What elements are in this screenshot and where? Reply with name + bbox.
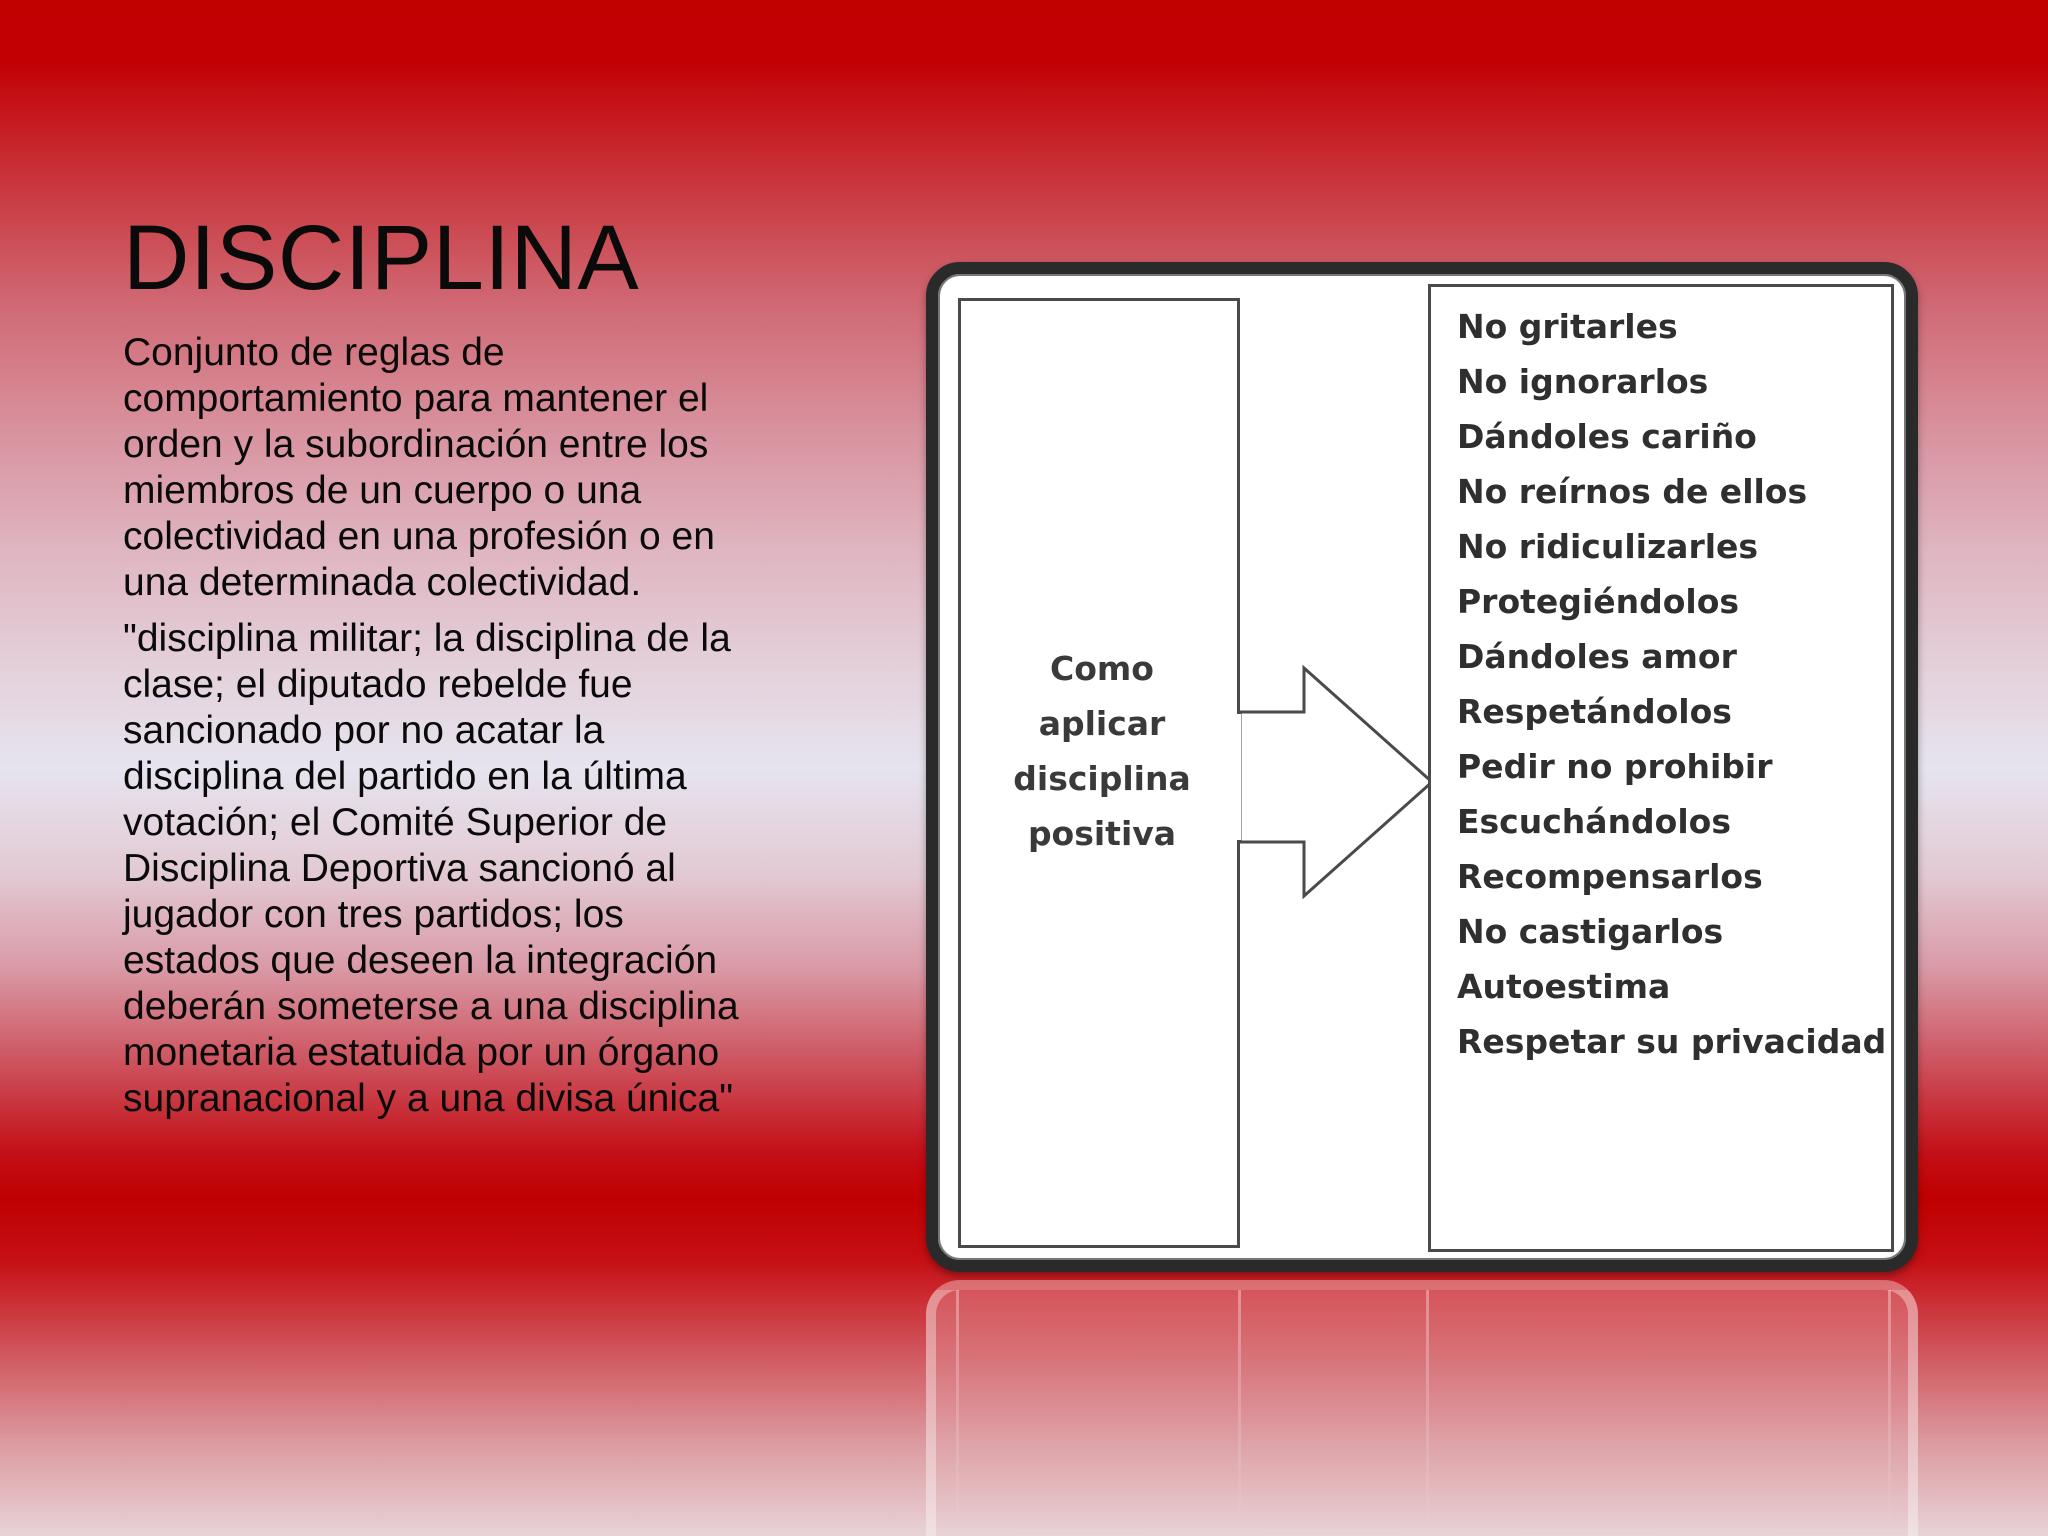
list-item: Escuchándolos	[1457, 802, 1731, 841]
diagram-reflection	[926, 1280, 1918, 1536]
diagram-item-list	[1431, 287, 1891, 1069]
list-item: Recompensarlos	[1457, 857, 1763, 896]
list-item: Dándoles amor	[1457, 637, 1737, 676]
reflection-line	[1888, 1290, 1891, 1536]
list-item: No reírnos de ellos	[1457, 472, 1808, 511]
reflection-line	[956, 1290, 959, 1536]
list-item: Pedir no prohibir	[1457, 747, 1773, 786]
slide-title: DISCIPLINA	[123, 207, 640, 309]
reflection-line	[1238, 1290, 1241, 1536]
list-item: No ignorarlos	[1457, 362, 1709, 401]
list-item: Autoestima	[1457, 967, 1671, 1006]
reflection-line	[1426, 1290, 1429, 1536]
left-label-line: positiva	[1027, 814, 1177, 853]
left-label-line: aplicar	[1038, 704, 1166, 743]
list-item: Respetar su privacidad	[1457, 1022, 1887, 1061]
diagram-frame	[926, 262, 1918, 1272]
list-item: Respetándolos	[1457, 692, 1732, 731]
reflection-frame	[926, 1280, 1918, 1536]
left-label-line: Como	[1050, 649, 1154, 688]
examples-paragraph: "disciplina militar; la disciplina de la clase; el diputado rebelde fue sancionado por no acatar la disciplina del partido en la última votación; el Comité Superior de Disciplina Deportiva sancionó al jugador con tres partidos; los estados que deseen la integración deberán someterse a una disciplina monetaria estatuida por un órgano supranacional y a una divisa única"	[123, 617, 739, 1120]
list-item: Protegiéndolos	[1457, 582, 1740, 621]
list-item: No castigarlos	[1457, 912, 1724, 951]
diagram-right-box	[1428, 284, 1894, 1252]
list-item: No ridiculizarles	[1457, 527, 1759, 566]
definition-paragraph: Conjunto de reglas de comportamiento para mantener el orden y la subordinación entre los miembros de un cuerpo o una colectividad en una profesión o en una determinada colectividad.	[123, 331, 715, 604]
slide-body	[123, 330, 763, 1132]
right-arrow-shape	[1240, 668, 1432, 896]
left-label-line: disciplina	[1013, 759, 1191, 798]
list-item: No gritarles	[1457, 307, 1678, 346]
list-item: Dándoles cariño	[1457, 417, 1757, 456]
